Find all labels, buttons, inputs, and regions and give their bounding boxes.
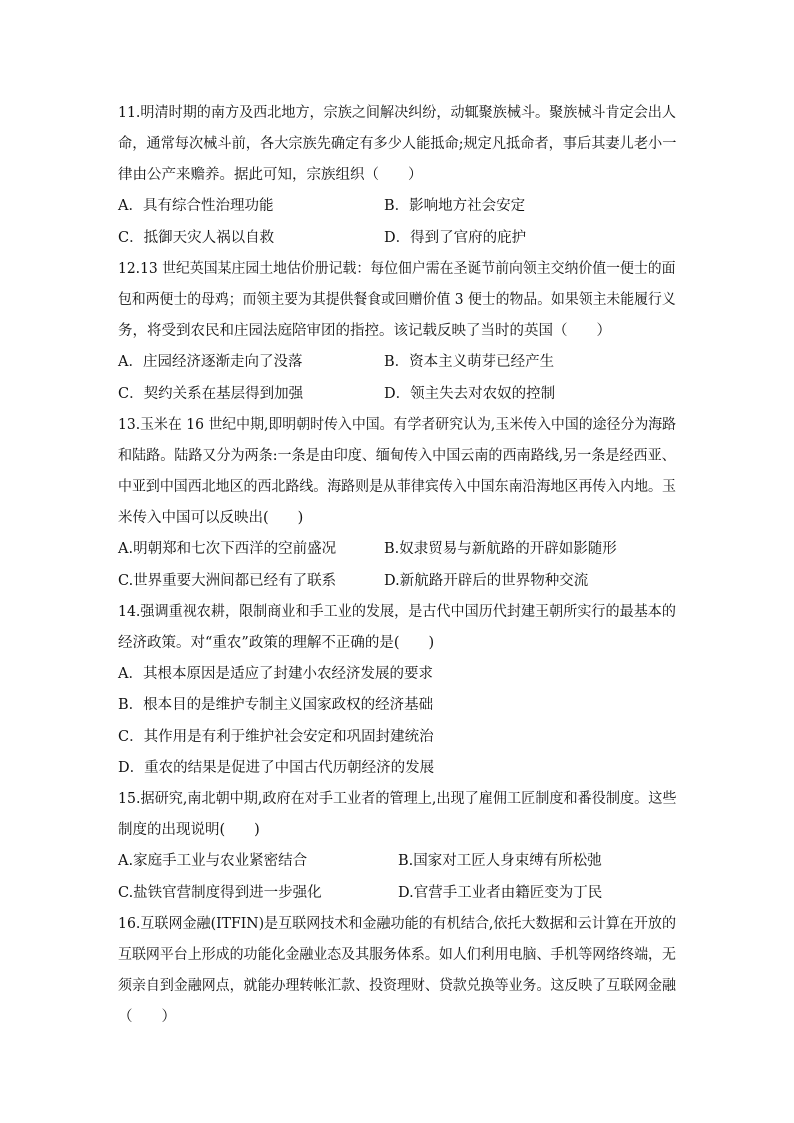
q15-option-b: B.国家对工匠人身束缚有所松弛 [398, 853, 602, 869]
q12-option-b: B．资本主义萌芽已经产生 [384, 354, 555, 370]
q15-line-1: 15.据研究,南北朝中期,政府在对手工业者的管理上,出现了雇佣工匠制度和番役制度。这些 [118, 791, 677, 807]
q14-option-c: C．其作用是有利于维护社会安定和巩固封建统治 [118, 729, 434, 745]
q16-line-3: 须亲自到金融网点，就能办理转帐汇款、投资理财、贷款兑换等业务。这反映了互联网金融 [118, 978, 676, 994]
q14-option-d: D．重农的结果是促进了中国古代历朝经济的发展 [118, 760, 435, 776]
q14-option-b: B．根本目的是维护专制主义国家政权的经济基础 [118, 697, 434, 713]
q15-line-2: 制度的出现说明( ) [118, 822, 260, 838]
q16-line-4: （ ） [118, 1009, 176, 1025]
q13-option-d: D.新航路开辟后的世界物种交流 [384, 573, 589, 589]
q11-option-a: A．具有综合性治理功能 [118, 198, 274, 214]
q11-line-3: 律由公产来赡养。据此可知，宗族组织（ ） [118, 167, 423, 183]
q15-option-d: D.官营手工业者由籍匠变为丁民 [398, 885, 603, 901]
q11-line-2: 命，通常每次械斗前，各大宗族先确定有多少人能抵命;规定凡抵命者，事后其妻儿老小一 [118, 136, 677, 152]
q13-line-1: 13.玉米在 16 世纪中期,即明朝时传入中国。有学者研究认为,玉米传入中国的途径分为海路 [118, 417, 677, 433]
q13-line-3: 中亚到中国西北地区的西北路线。海路则是从菲律宾传入中国东南沿海地区再传入内地。玉 [118, 479, 676, 495]
q13-option-b: B.奴隶贸易与新航路的开辟如影随形 [384, 541, 617, 557]
q15-option-c: C.盐铁官营制度得到进一步强化 [118, 885, 322, 901]
q12-option-c: C．契约关系在基层得到加强 [118, 386, 304, 402]
q14-line-2: 经济政策。对“重农”政策的理解不正确的是( ) [118, 635, 435, 651]
q16-line-1: 16.互联网金融(ITFIN)是互联网技术和金融功能的有机结合,依托大数据和云计算在开放的 [118, 916, 677, 932]
q12-line-1: 12.13 世纪英国某庄园土地估价册记载：每位佃户需在圣诞节前向领主交纳价值一便士的面 [118, 261, 676, 277]
q13-option-c: C.世界重要大洲间都已经有了联系 [118, 573, 337, 589]
q12-line-2: 包和两便士的母鸡；而领主要为其提供餐食或回赠价值 3 便士的物品。如果领主未能履行义 [118, 292, 676, 308]
q15-option-a: A.家庭手工业与农业紧密结合 [118, 853, 308, 869]
q11-option-d: D．得到了官府的庇护 [384, 230, 527, 246]
q11-option-b: B．影响地方社会安定 [384, 198, 526, 214]
q14-line-1: 14.强调重视农耕，限制商业和手工业的发展，是古代中国历代封建王朝所实行的最基本的 [118, 604, 676, 620]
q12-option-a: A．庄园经济逐渐走向了没落 [118, 354, 303, 370]
q13-option-a: A.明朝郑和七次下西洋的空前盛况 [118, 541, 337, 557]
q12-line-3: 务，将受到农民和庄园法庭陪审团的指控。该记载反映了当时的英国（ ） [118, 323, 611, 339]
q14-option-a: A．其根本原因是适应了封建小农经济发展的要求 [118, 666, 433, 682]
q13-line-2: 和陆路。陆路又分为两条:一条是由印度、缅甸传入中国云南的西南路线,另一条是经西亚、 [118, 448, 676, 464]
q11-line-1: 11.明清时期的南方及西北地方，宗族之间解决纠纷，动辄聚族械斗。聚族械斗肯定会出人 [118, 105, 676, 121]
q16-line-2: 互联网平台上形成的功能化金融业态及其服务体系。如人们利用电脑、手机等网络终端，无 [118, 947, 676, 963]
q12-option-d: D．领主失去对农奴的控制 [384, 386, 556, 402]
q11-option-c: C．抵御天灾人祸以自救 [118, 230, 275, 246]
q13-line-4: 米传入中国可以反映出( ) [118, 510, 304, 526]
